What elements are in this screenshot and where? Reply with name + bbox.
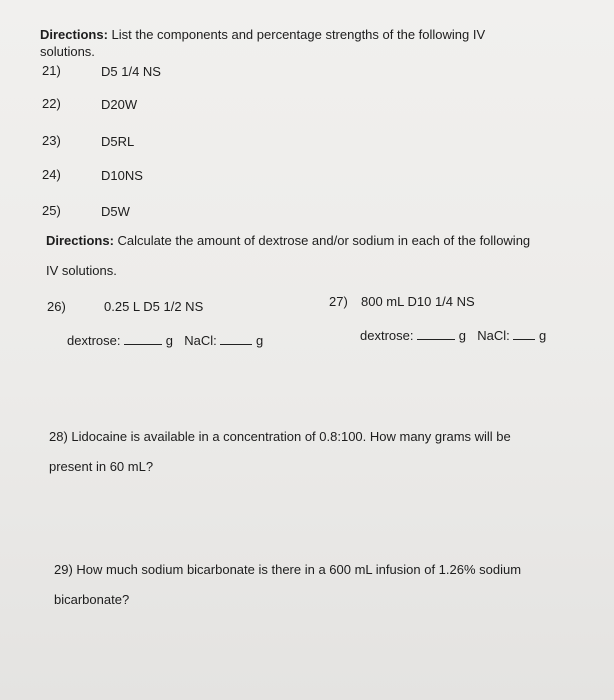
directions-1-line1 — [40, 27, 485, 43]
q29-line1: 29) How much sodium bicarbonate is there in a 600 mL infusion of 1.26% sodium — [54, 562, 522, 577]
directions-1-line2: solutions. — [40, 44, 95, 59]
directions-2-heading: Directions: — [46, 233, 114, 248]
directions-2-text: Calculate the amount of dextrose and/or sodium in each of the following — [113, 233, 531, 248]
q26-nacl-blank[interactable] — [220, 333, 252, 345]
directions-2-line2: IV solutions. — [46, 263, 117, 278]
q28-line2: present in 60 mL? — [49, 459, 154, 474]
q26-dextrose-unit: g — [165, 333, 173, 348]
q27-dextrose-label: dextrose: — [360, 328, 414, 343]
q26-nacl-unit: g — [255, 333, 264, 348]
q27-nacl-label: NaCl: — [477, 328, 510, 343]
q26-nacl-label: NaCl: — [184, 333, 217, 348]
q28-line1: 28) Lidocaine is available in a concentration of 0.8:100. How many grams will be — [49, 429, 511, 444]
q27-answer-line — [360, 328, 546, 344]
q27-number: 27) — [329, 294, 348, 309]
item-22-number: 22) — [42, 96, 61, 111]
q27-nacl-unit: g — [538, 328, 547, 343]
q26-answer-line — [67, 333, 263, 349]
q26-dextrose-blank[interactable] — [124, 333, 162, 345]
q29-line2: bicarbonate? — [54, 592, 130, 607]
item-25-label: D5W — [101, 204, 130, 219]
q27-nacl-blank[interactable] — [513, 328, 535, 340]
q26-dextrose-label: dextrose: — [67, 333, 121, 348]
item-22-label: D20W — [101, 97, 138, 112]
directions-2-line1 — [46, 233, 530, 249]
q27-dextrose-unit: g — [458, 328, 466, 343]
item-23-label: D5RL — [101, 134, 135, 149]
directions-1-text: List the components and percentage strengths of the following IV — [107, 27, 486, 42]
item-21-number: 21) — [42, 63, 61, 78]
q26-label: 0.25 L D5 1/2 NS — [104, 299, 204, 314]
item-24-label: D10NS — [101, 168, 143, 183]
item-25-number: 25) — [42, 203, 61, 218]
q27-label: 800 mL D10 1/4 NS — [361, 294, 475, 309]
item-24-number: 24) — [42, 167, 61, 182]
q26-number: 26) — [47, 299, 66, 314]
q27-dextrose-blank[interactable] — [417, 328, 455, 340]
directions-1-heading: Directions: — [40, 27, 108, 42]
item-21-label: D5 1/4 NS — [101, 64, 161, 79]
item-23-number: 23) — [42, 133, 61, 148]
